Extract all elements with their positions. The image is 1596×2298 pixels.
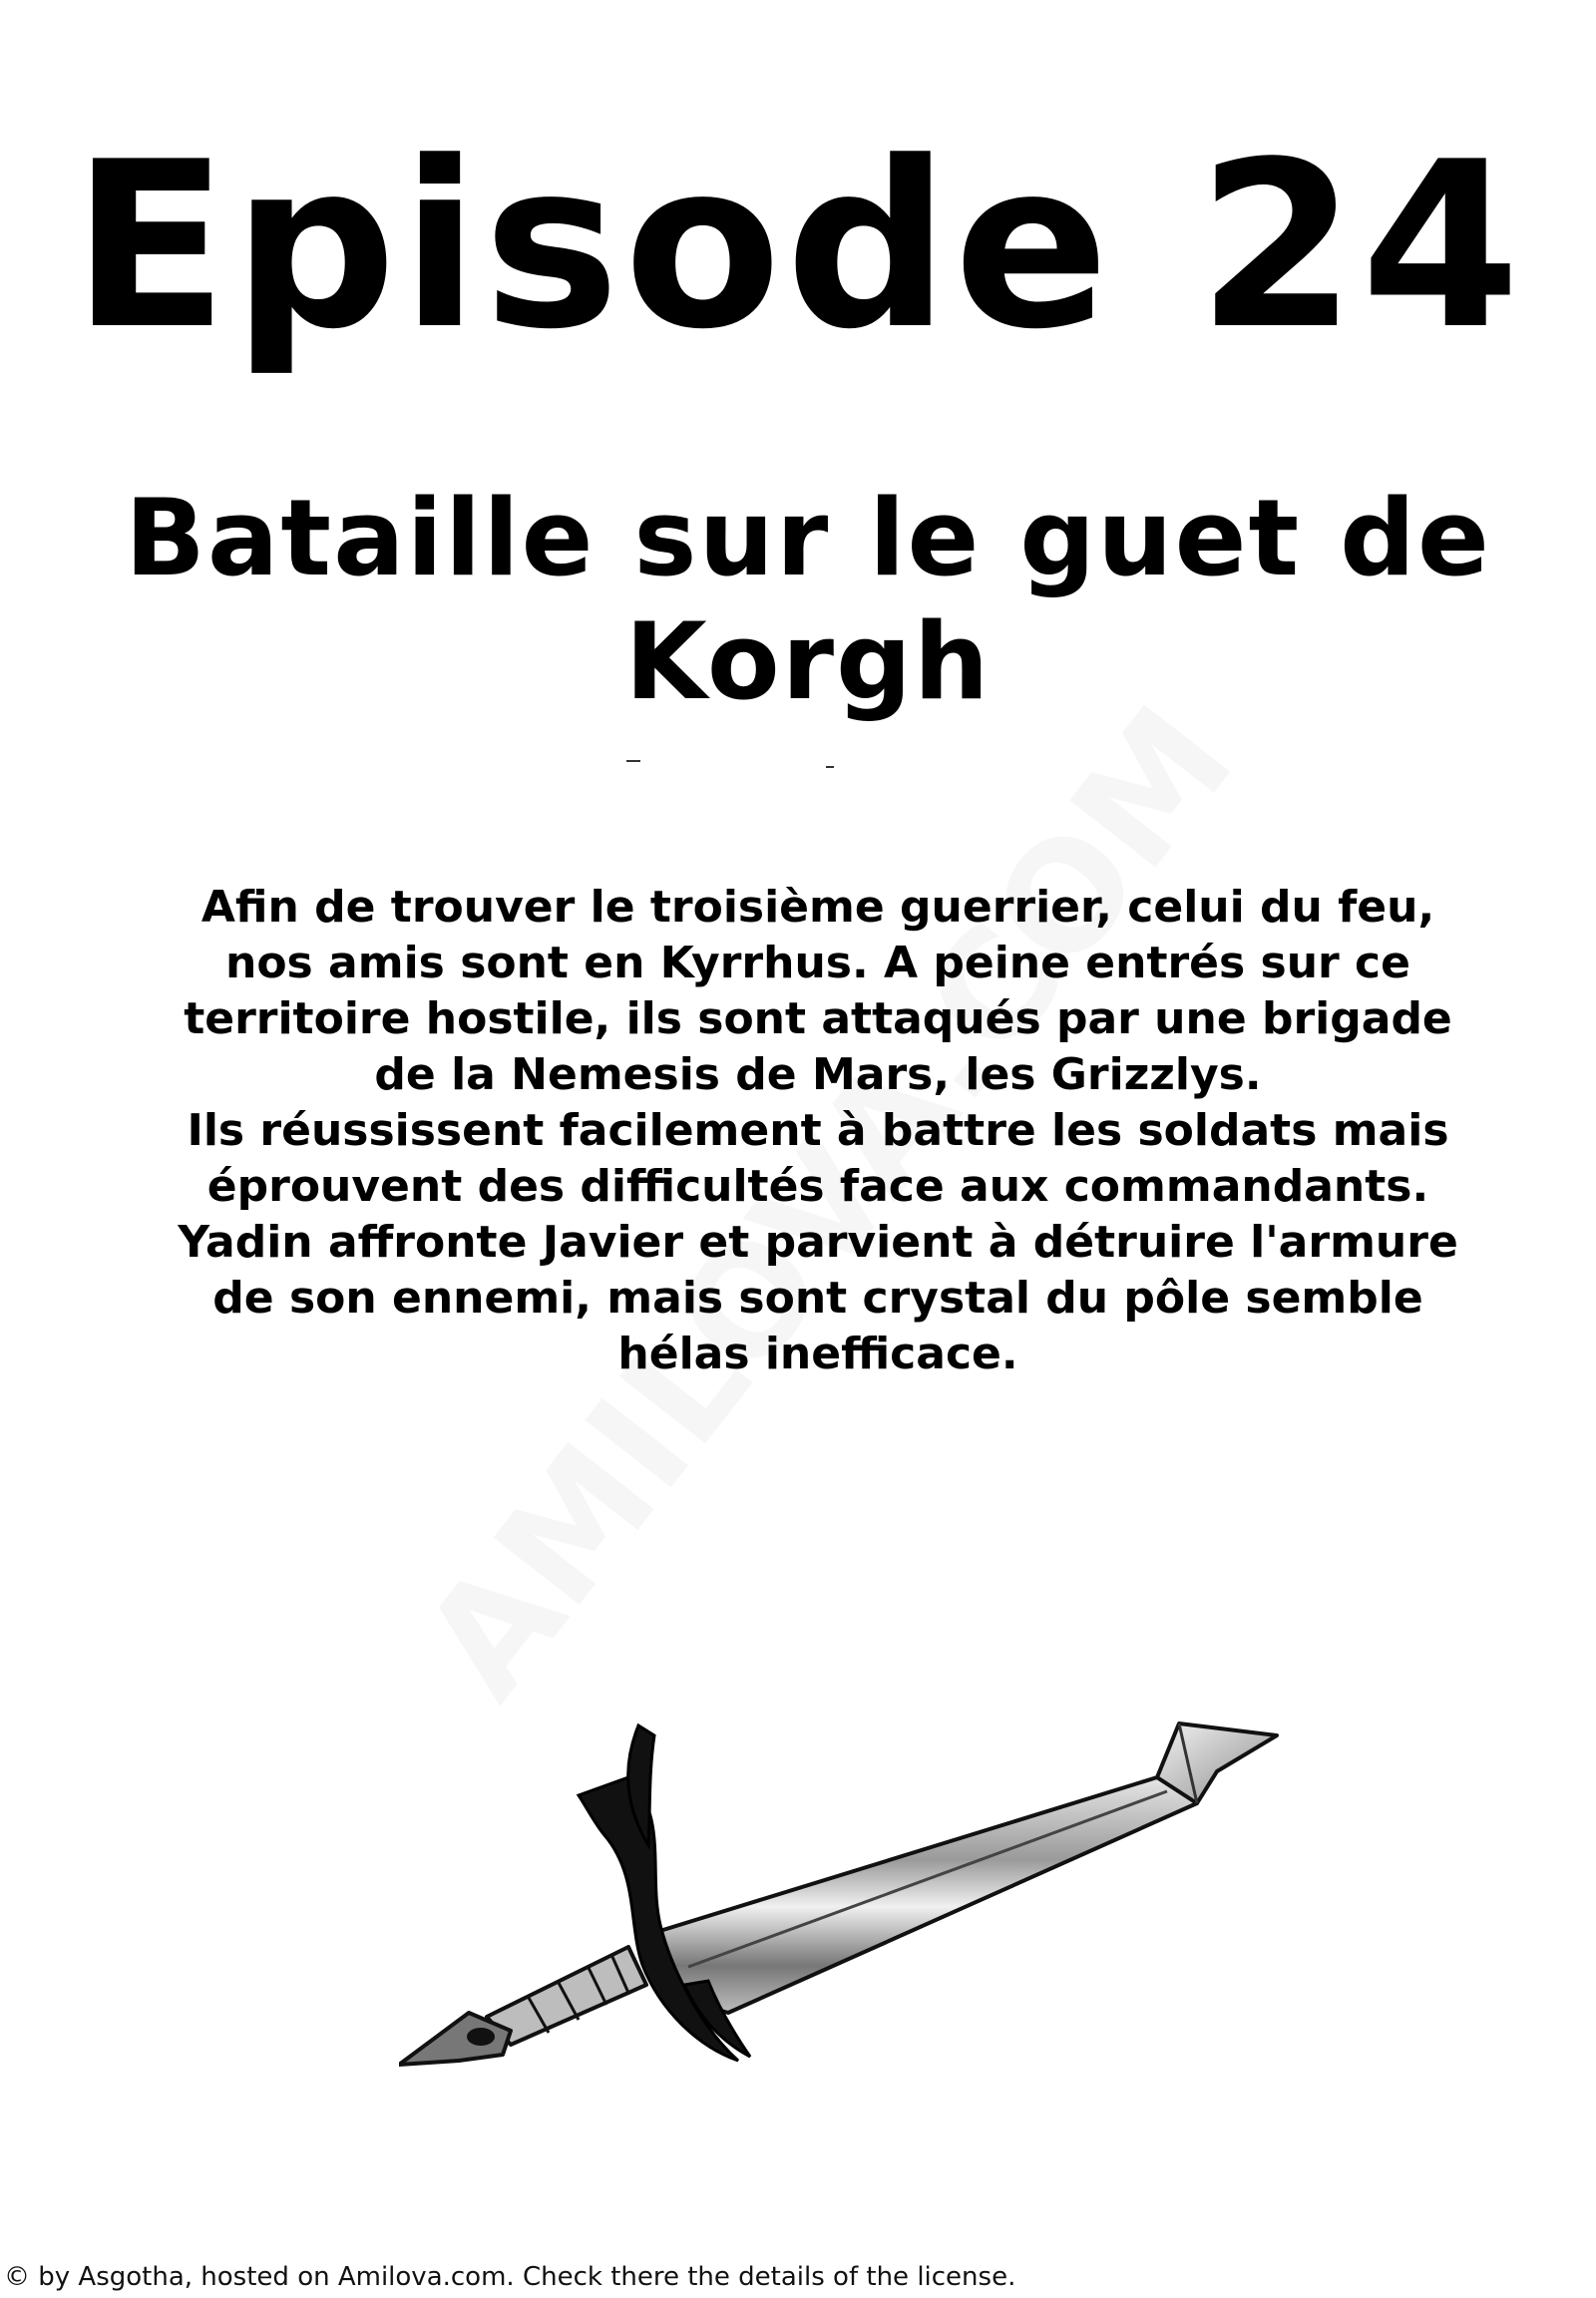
- episode-summary: [170, 880, 1466, 1382]
- episode-subtitle: Bataille sur le guet de Korgh: [125, 477, 1491, 723]
- summary-paragraph: Afin de trouver le troisième guerrier, celui du feu, nos amis sont en Kyrrhus. A peine entrés sur ce territoire hostile, ils sont attaqués par une brigade de la Nemesis de Mars, les Grizzlys.: [184, 882, 1452, 1100]
- footer-credit: © by Asgotha, hosted on Amilova.com. Check there the details of the license.: [4, 2262, 1016, 2292]
- episode-title: Episode 24: [71, 114, 1525, 380]
- ink-mark: [626, 760, 640, 762]
- ink-mark: [826, 766, 834, 768]
- sword-icon: [399, 1696, 1317, 2075]
- summary-paragraph: Ils réussissent facilement à battre les soldats mais éprouvent des difficultés face aux commandants. Yadin affronte Javier et parvient à détruire l'armure de son ennemi, mais sont crystal du pôle semble hélas inefficace.: [178, 1105, 1458, 1379]
